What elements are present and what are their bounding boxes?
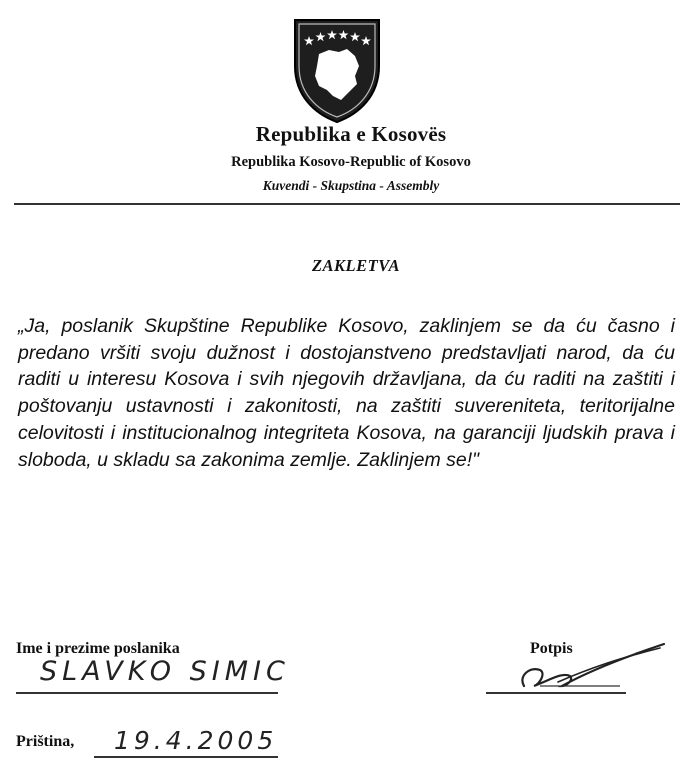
signature-line (486, 692, 626, 694)
header-republic-serbian-english: Republika Kosovo-Republic of Kosovo (231, 154, 471, 170)
header-assembly: Kuvendi - Skupstina - Assembly (262, 178, 440, 193)
place-label: Priština, (16, 733, 75, 750)
oath-text: „Ja, poslanik Skupštine Republike Kosovo, zaklinjem se da ću časno i predano vršiti svoju dužnost i dostojanstveno predstavljati narod, da ću raditi u interesu Kosova i svih njegovih državljana, da ću raditi na zaštiti i poštovanju ustavnosti i zakonitosti, na zaštiti suvereniteta, teritorijalne celovitosti i institucionalnog integriteta Kosova, na garanciji ljudskih prava i sloboda, u skladu sa zakonima zemlje. Zaklinjem se!" (18, 315, 675, 471)
handwritten-signature (500, 636, 670, 696)
signature-label: Potpis (530, 640, 573, 657)
header-divider (14, 203, 680, 205)
name-label: Ime i prezime poslanika (16, 640, 180, 657)
name-line (16, 692, 278, 694)
kosovo-coat-of-arms-icon (289, 14, 385, 126)
date-line (94, 756, 278, 758)
handwritten-name: SLAVKO SIMIC (40, 656, 290, 687)
header-republic-albanian: Republika e Kosovës (255, 122, 447, 146)
document-title: ZAKLETVA (311, 256, 401, 275)
handwritten-date: 19.4.2005 (114, 726, 278, 755)
